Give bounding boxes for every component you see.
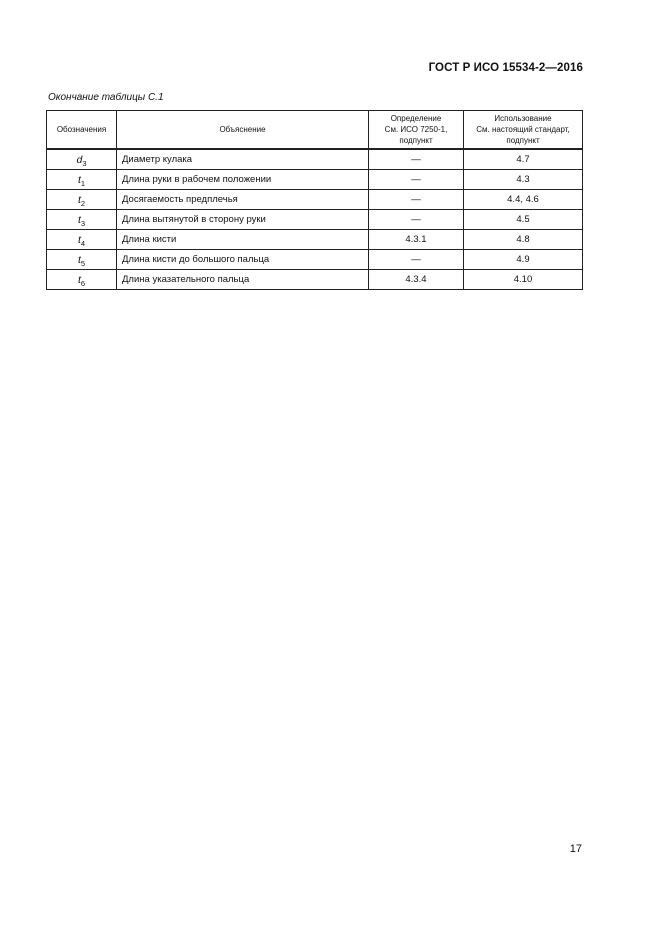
symbol-cell: $d_3$	[47, 149, 117, 170]
definition-cell: —	[369, 250, 464, 270]
explanation-cell: Досягаемость предплечья	[117, 190, 369, 210]
table-row	[47, 190, 583, 210]
definition-cell: —	[369, 210, 464, 230]
explanation-cell: Диаметр кулака	[117, 149, 369, 170]
column-header-explanation: Объяснение	[117, 111, 369, 150]
usage-cell: 4.5	[464, 210, 583, 230]
definition-cell: 4.3.1	[369, 230, 464, 250]
usage-cell: 4.8	[464, 230, 583, 250]
table-row	[47, 210, 583, 230]
explanation-cell: Длина указательного пальца	[117, 270, 369, 290]
definition-cell: —	[369, 149, 464, 170]
table-row	[47, 149, 583, 170]
table-row	[47, 270, 583, 290]
column-header-definition: Определение См. ИСО 7250-1, подпункт	[369, 111, 464, 150]
usage-cell: 4.9	[464, 250, 583, 270]
table-row	[47, 250, 583, 270]
usage-cell: 4.4, 4.6	[464, 190, 583, 210]
symbols-table	[46, 110, 583, 290]
definition-cell: —	[369, 170, 464, 190]
page-number: 17	[569, 843, 582, 855]
table-caption: Окончание таблицы С.1	[48, 92, 164, 103]
symbol-cell: $t_1$	[47, 170, 117, 190]
column-header-usage: Использование См. настоящий стандарт, подпункт	[464, 111, 583, 150]
explanation-cell: Длина вытянутой в сторону руки	[117, 210, 369, 230]
table-header-row	[47, 111, 583, 150]
usage-cell: 4.10	[464, 270, 583, 290]
symbol-cell: $t_6$	[47, 270, 117, 290]
column-header-symbol: Обозначения	[47, 111, 117, 150]
explanation-cell: Длина руки в рабочем положении	[117, 170, 369, 190]
explanation-cell: Длина кисти до большого пальца	[117, 250, 369, 270]
explanation-cell: Длина кисти	[117, 230, 369, 250]
document-header: ГОСТ Р ИСО 15534-2—2016	[428, 62, 583, 74]
definition-cell: 4.3.4	[369, 270, 464, 290]
symbol-cell: $t_5$	[47, 250, 117, 270]
symbol-cell: $t_3$	[47, 210, 117, 230]
table-row	[47, 170, 583, 190]
definition-cell: —	[369, 190, 464, 210]
usage-cell: 4.7	[464, 149, 583, 170]
usage-cell: 4.3	[464, 170, 583, 190]
table-row	[47, 230, 583, 250]
symbol-cell: $t_4$	[47, 230, 117, 250]
symbol-cell: $t_2$	[47, 190, 117, 210]
